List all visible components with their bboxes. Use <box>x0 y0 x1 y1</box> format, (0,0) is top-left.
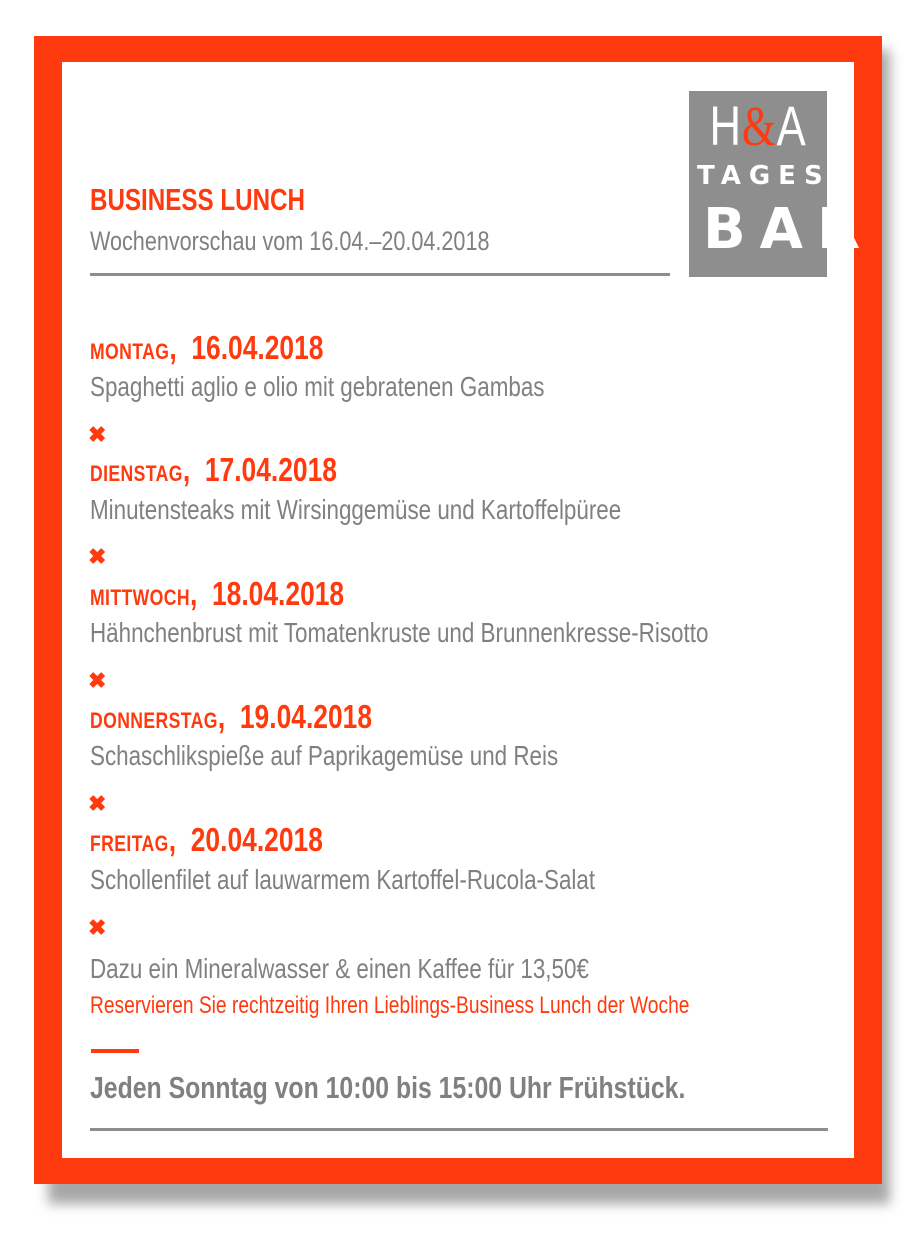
day-name: MITTWOCH <box>90 585 190 610</box>
accent-dash <box>91 1049 139 1053</box>
day-date: 18.04.2018 <box>211 575 345 612</box>
sunday-breakfast-note: Jeden Sonntag von 10:00 bis 15:00 Uhr Frühstück. <box>90 1070 686 1105</box>
day-date: 17.04.2018 <box>204 451 337 488</box>
day-heading-tuesday: DIENSTAG, 17.04.2018 <box>90 451 337 488</box>
logo-bar: BAR <box>703 197 875 262</box>
reservation-note: Reservieren Sie rechtzeitig Ihren Lieblings-Business Lunch der Woche <box>90 992 690 1019</box>
footer-divider <box>90 1128 828 1131</box>
day-date: 20.04.2018 <box>190 821 323 858</box>
day-date: 19.04.2018 <box>239 698 373 735</box>
logo-ha: H&A <box>709 94 807 158</box>
separator-x-icon: ✖ <box>88 915 107 940</box>
day-name: FREITAG <box>90 831 169 856</box>
dish-friday: Schollenfilet auf lauwarmem Kartoffel-Rucola-Salat <box>90 864 596 895</box>
included-drinks-note: Dazu ein Mineralwasser & einen Kaffee für 13,50€ <box>90 953 589 984</box>
page-title: BUSINESS LUNCH <box>90 182 305 217</box>
day-name: DONNERSTAG <box>90 708 218 733</box>
day-heading-monday: MONTAG, 16.04.2018 <box>90 329 324 366</box>
day-heading-wednesday: MITTWOCH, 18.04.2018 <box>90 575 345 612</box>
separator-x-icon: ✖ <box>88 668 107 693</box>
day-date: 16.04.2018 <box>191 329 324 366</box>
separator-x-icon: ✖ <box>88 422 107 447</box>
separator-x-icon: ✖ <box>88 544 107 569</box>
dish-thursday: Schaschlikspieße auf Paprikagemüse und Reis <box>90 740 559 771</box>
separator-x-icon: ✖ <box>88 791 107 816</box>
dish-wednesday: Hähnchenbrust mit Tomatenkruste und Brunnenkresse-Risotto <box>90 617 709 648</box>
dish-monday: Spaghetti aglio e olio mit gebratenen Gambas <box>90 371 545 402</box>
logo-tages: TAGES <box>697 161 831 191</box>
day-name: MONTAG <box>90 339 170 364</box>
day-name: DIENSTAG <box>90 461 183 486</box>
logo <box>689 91 875 277</box>
dish-tuesday: Minutensteaks mit Wirsinggemüse und Kartoffelpüree <box>90 494 622 525</box>
week-subtitle: Wochenvorschau vom 16.04.–20.04.2018 <box>90 226 490 256</box>
day-heading-thursday: DONNERSTAG, 19.04.2018 <box>90 698 373 735</box>
day-heading-friday: FREITAG, 20.04.2018 <box>90 821 323 858</box>
header-divider <box>90 273 670 276</box>
